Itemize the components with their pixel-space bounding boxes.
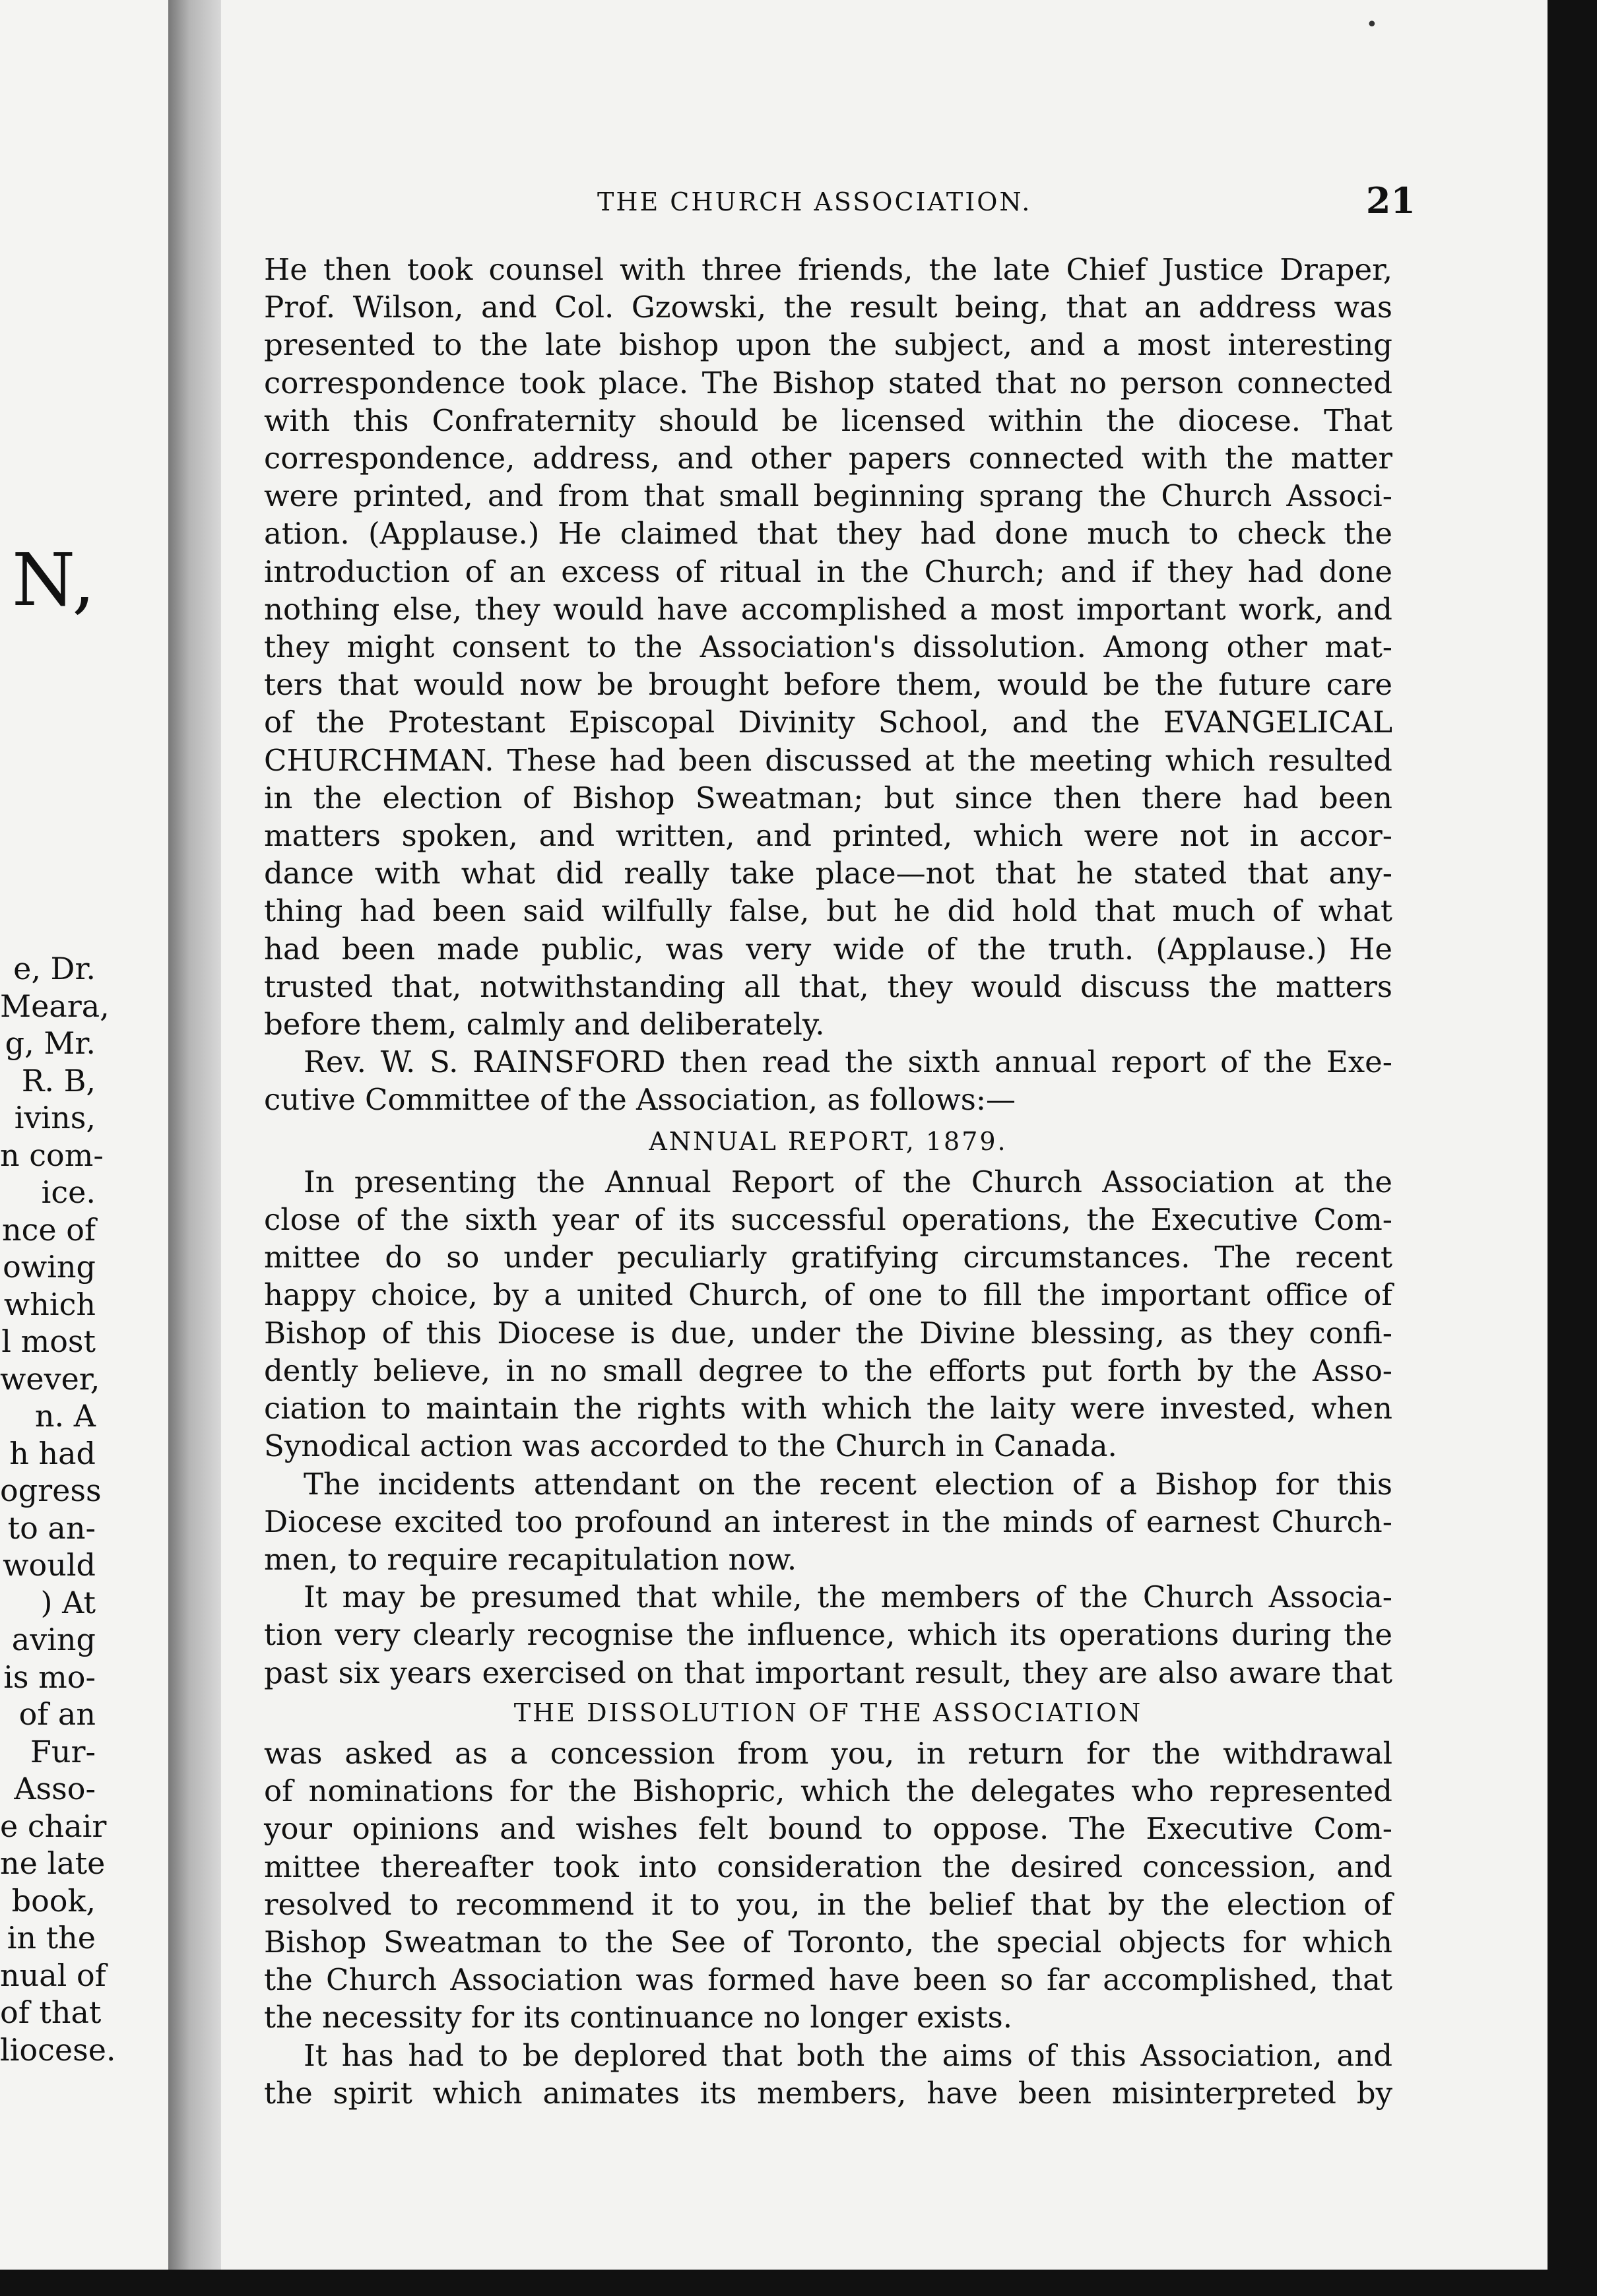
- paragraph-1: [264, 251, 1392, 1043]
- text-line: ters that would now be brought before them, would be the future care: [264, 667, 1392, 703]
- facing-page-line: liocese.: [0, 2031, 116, 2068]
- text-line: introduction of an excess of ritual in the Church; and if they had done: [264, 554, 1392, 589]
- facing-page-line: n com-: [0, 1137, 104, 1173]
- text-line: Prof. Wilson, and Col. Gzowski, the result being, that an address was: [264, 290, 1392, 325]
- text-line: was asked as a concession from you, in return for the withdrawal: [264, 1735, 1392, 1771]
- text-line: the necessity for its continuance no longer exists.: [264, 2000, 1013, 2035]
- text-line: in the election of Bishop Sweatman; but since then there had been: [264, 780, 1392, 815]
- scan-border-right: [1548, 0, 1597, 2296]
- section-heading-dissolution: THE DISSOLUTION OF THE ASSOCIATION: [513, 1698, 1143, 1727]
- text-line: were printed, and from that small beginning sprang the Church Associ-: [264, 478, 1392, 514]
- text-line: with this Confraternity should be licensed within the diocese. That: [264, 402, 1392, 438]
- facing-page-line: e, Dr.: [13, 951, 96, 986]
- paragraph-3: [264, 1163, 1392, 1465]
- paragraph-7: [264, 2037, 1392, 2112]
- facing-page-line: in the: [7, 1920, 96, 1956]
- paragraph-4: [264, 1465, 1392, 1579]
- facing-page-line: g, Mr.: [5, 1025, 96, 1061]
- text-line: correspondence took place. The Bishop stated that no person connected: [264, 365, 1392, 400]
- text-line: happy choice, by a united Church, of one to fill the important office of: [264, 1277, 1392, 1313]
- facing-page-text: [0, 950, 168, 2068]
- facing-page-line: owing: [3, 1249, 96, 1285]
- section-heading-annual-report: ANNUAL REPORT, 1879.: [649, 1126, 1008, 1156]
- running-title: THE CHURCH ASSOCIATION.: [597, 187, 1032, 216]
- facing-page-line: l most: [1, 1323, 96, 1359]
- text-line: It may be presumed that while, the members of the Church Associa-: [304, 1579, 1392, 1615]
- facing-page-line: Fur-: [30, 1733, 96, 1770]
- facing-page-line: ) At: [40, 1584, 96, 1620]
- text-line: dance with what did really take place—not that he stated that any-: [264, 856, 1392, 891]
- facing-page-line: book,: [11, 1882, 96, 1919]
- paragraph-6: [264, 1735, 1392, 2037]
- text-line: of the Protestant Episcopal Divinity School, and the EVANGELICAL: [264, 705, 1392, 740]
- text-line: of nominations for the Bishopric, which the delegates who represented: [264, 1773, 1392, 1809]
- text-line: dently believe, in no small degree to the efforts put forth by the Asso-: [264, 1353, 1392, 1388]
- text-line: your opinions and wishes felt bound to oppose. The Executive Com-: [264, 1811, 1392, 1847]
- facing-page-line: nual of: [0, 1957, 106, 1993]
- facing-page-line: ice.: [41, 1174, 96, 1210]
- text-line: mittee do so under peculiarly gratifying circumstances. The recent: [264, 1240, 1392, 1275]
- text-line: correspondence, address, and other papers connected with the matter: [264, 441, 1392, 476]
- facing-page-line: nce of: [2, 1211, 96, 1248]
- text-line: the Church Association was formed have been so far accomplished, that: [264, 1962, 1392, 1998]
- facing-page-line: of an: [18, 1696, 96, 1732]
- text-line: thing had been said wilfully false, but he did hold that much of what: [264, 893, 1392, 929]
- facing-page-line: ne late: [0, 1845, 106, 1881]
- facing-page-heading-fragment: N,: [12, 538, 97, 622]
- facing-page-line: ogress: [0, 1473, 102, 1508]
- text-line: Diocese excited too profound an interest in the minds of earnest Church-: [264, 1504, 1392, 1539]
- facing-page-line: is mo-: [3, 1659, 96, 1695]
- facing-page: [0, 0, 168, 2270]
- text-line: trusted that, notwithstanding all that, they would discuss the matters: [264, 969, 1392, 1004]
- text-line: The incidents attendant on the recent election of a Bishop for this: [304, 1466, 1392, 1502]
- facing-page-line: ivins,: [14, 1100, 96, 1135]
- facing-page-line: Meara,: [0, 988, 110, 1024]
- text-line: cutive Committee of the Association, as follows:—: [264, 1082, 1016, 1118]
- facing-page-line: R. B,: [21, 1062, 96, 1099]
- paragraph-2: [264, 1043, 1392, 1118]
- facing-page-line: Asso-: [14, 1771, 96, 1806]
- text-line: had been made public, was very wide of the truth. (Applause.) He: [264, 931, 1392, 967]
- text-line: they might consent to the Association's dissolution. Among other mat-: [264, 629, 1392, 665]
- text-line: close of the sixth year of its successful operations, the Executive Com-: [264, 1202, 1392, 1238]
- text-line: ation. (Applause.) He claimed that they had done much to check the: [264, 516, 1392, 552]
- text-line: presented to the late bishop upon the subject, and a most interesting: [264, 327, 1392, 363]
- facing-page-line: to an-: [7, 1510, 96, 1546]
- text-line: matters spoken, and written, and printed, which were not in accor-: [264, 818, 1392, 854]
- facing-page-line: aving: [11, 1622, 96, 1657]
- text-line: tion very clearly recognise the influence, which its operations during the: [264, 1617, 1392, 1653]
- text-line: mittee thereafter took into consideration the desired concession, and: [264, 1849, 1392, 1884]
- facing-page-line: would: [3, 1547, 96, 1583]
- facing-page-line: of that: [0, 1994, 102, 2030]
- text-line: Bishop of this Diocese is due, under the Divine blessing, as they confi-: [264, 1315, 1392, 1351]
- scan-speck: •: [1366, 13, 1378, 36]
- paragraph-5: [264, 1578, 1392, 1692]
- text-line: the spirit which animates its members, have been misinterpreted by: [264, 2075, 1392, 2111]
- text-line: Rev. W. S. RAINSFORD then read the sixth annual report of the Exe-: [304, 1044, 1392, 1080]
- text-line: Bishop Sweatman to the See of Toronto, the special objects for which: [264, 1924, 1392, 1960]
- text-line: resolved to recommend it to you, in the belief that by the election of: [264, 1886, 1392, 1922]
- text-line: before them, calmly and deliberately.: [264, 1007, 825, 1042]
- text-line: ciation to maintain the rights with which the laity were invested, when: [264, 1391, 1392, 1426]
- text-line: He then took counsel with three friends, the late Chief Justice Draper,: [264, 252, 1392, 287]
- scan-border-bottom: [0, 2270, 1597, 2296]
- facing-page-line: e chair: [0, 1808, 107, 1844]
- text-line: In presenting the Annual Report of the Church Association at the: [304, 1164, 1392, 1199]
- text-line: Synodical action was accorded to the Church in Canada.: [264, 1428, 1117, 1464]
- text-line: nothing else, they would have accomplished a most important work, and: [264, 591, 1392, 627]
- text-line: men, to require recapitulation now.: [264, 1541, 797, 1577]
- facing-page-line: which: [3, 1286, 96, 1322]
- text-line: past six years exercised on that important result, they are also aware that: [264, 1655, 1392, 1690]
- book-gutter: [168, 0, 221, 2270]
- text-line: CHURCHMAN. These had been discussed at the meeting which resulted: [264, 742, 1392, 778]
- page-body: [264, 251, 1392, 2112]
- text-line: It has had to be deplored that both the aims of this Association, and: [304, 2037, 1392, 2073]
- facing-page-line: n. A: [34, 1398, 96, 1434]
- facing-page-line: h had: [9, 1435, 96, 1471]
- page-number: 21: [1365, 179, 1416, 222]
- facing-page-line: wever,: [0, 1360, 100, 1397]
